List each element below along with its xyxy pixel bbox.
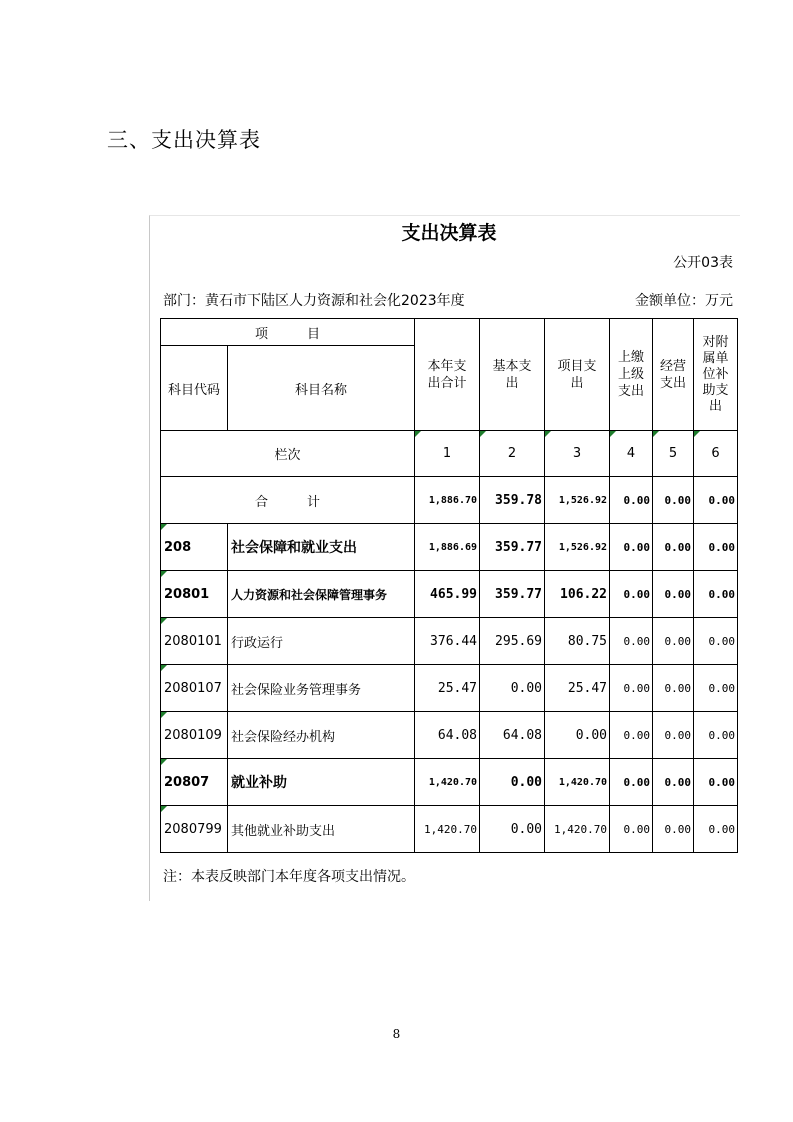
- row-value: 64.08: [480, 712, 545, 759]
- row-value: 295.69: [480, 618, 545, 665]
- row-value: 0.00: [653, 618, 694, 665]
- index-cell: 1: [415, 431, 480, 477]
- row-value: 359.77: [480, 524, 545, 571]
- row-value: 0.00: [694, 712, 738, 759]
- total-value: 0.00: [653, 477, 694, 524]
- row-value: 0.00: [653, 806, 694, 853]
- header-col4-text: 上缴上级支出: [618, 350, 645, 399]
- row-value: 0.00: [610, 524, 653, 571]
- header-col1: [415, 319, 480, 431]
- row-value: 0.00: [480, 759, 545, 806]
- table-row: [161, 524, 738, 571]
- index-cell: 3: [545, 431, 610, 477]
- row-value: 1,526.92: [545, 524, 610, 571]
- expenditure-table: [160, 318, 738, 853]
- section-heading: 三、支出决算表: [107, 128, 261, 152]
- row-value: 0.00: [653, 571, 694, 618]
- page-number: 8: [392, 1027, 401, 1041]
- index-cell: 6: [694, 431, 738, 477]
- row-name: 就业补助: [228, 759, 415, 806]
- row-value: 0.00: [694, 524, 738, 571]
- header-col6: [694, 319, 738, 431]
- total-value: 0.00: [694, 477, 738, 524]
- header-code: 科目代码: [161, 346, 228, 431]
- row-name: 社会保障和就业支出: [228, 524, 415, 571]
- total-row: [161, 477, 738, 524]
- index-cell: 2: [480, 431, 545, 477]
- table-row: [161, 712, 738, 759]
- header-col2: [480, 319, 545, 431]
- row-code: 2080109: [161, 712, 228, 759]
- row-value: 80.75: [545, 618, 610, 665]
- row-value: 0.00: [610, 759, 653, 806]
- row-value: 0.00: [610, 618, 653, 665]
- table-note: 注：本表反映部门本年度各项支出情况。: [163, 869, 415, 885]
- header-col6-text: 对附属单位补助支出: [702, 334, 729, 414]
- row-value: 0.00: [610, 665, 653, 712]
- header-col5-text: 经营支出: [660, 358, 687, 391]
- row-value: 1,420.70: [415, 759, 480, 806]
- total-value: 0.00: [610, 477, 653, 524]
- row-value: 359.77: [480, 571, 545, 618]
- table-row: [161, 759, 738, 806]
- row-name: 社会保险经办机构: [228, 712, 415, 759]
- row-value: 25.47: [545, 665, 610, 712]
- header-col3-text: 项目支出: [557, 358, 597, 391]
- row-value: 0.00: [610, 712, 653, 759]
- row-code: 2080799: [161, 806, 228, 853]
- row-value: 0.00: [694, 571, 738, 618]
- header-col2-text: 基本支出: [492, 358, 532, 391]
- row-name: 行政运行: [228, 618, 415, 665]
- header-col1-text: 本年支出合计: [427, 358, 467, 391]
- index-row: [161, 431, 738, 477]
- header-item: 项 目: [161, 319, 415, 346]
- row-value: 0.00: [480, 806, 545, 853]
- row-value: 0.00: [653, 524, 694, 571]
- row-value: 25.47: [415, 665, 480, 712]
- row-name: 人力资源和社会保障管理事务: [228, 571, 415, 618]
- row-code: 2080107: [161, 665, 228, 712]
- row-value: 0.00: [653, 759, 694, 806]
- row-value: 376.44: [415, 618, 480, 665]
- table-title: 支出决算表: [401, 222, 497, 244]
- table-row: [161, 806, 738, 853]
- form-number: 公开03表: [673, 255, 733, 271]
- table-row: [161, 571, 738, 618]
- row-value: 0.00: [653, 712, 694, 759]
- index-cell: 5: [653, 431, 694, 477]
- row-value: 0.00: [694, 665, 738, 712]
- row-value: 0.00: [694, 806, 738, 853]
- header-col3: [545, 319, 610, 431]
- row-value: 1,420.70: [415, 806, 480, 853]
- row-value: 0.00: [480, 665, 545, 712]
- row-name: 其他就业补助支出: [228, 806, 415, 853]
- row-value: 0.00: [610, 806, 653, 853]
- header-name: 科目名称: [228, 346, 415, 431]
- row-value: 1,420.70: [545, 759, 610, 806]
- table-row: [161, 618, 738, 665]
- header-col4: [610, 319, 653, 431]
- row-code: 2080101: [161, 618, 228, 665]
- row-value: 106.22: [545, 571, 610, 618]
- row-value: 1,886.69: [415, 524, 480, 571]
- row-index-label: 栏次: [161, 431, 415, 477]
- table-row: [161, 665, 738, 712]
- row-value: 64.08: [415, 712, 480, 759]
- total-value: 1,886.70: [415, 477, 480, 524]
- row-value: 465.99: [415, 571, 480, 618]
- index-cell: 4: [610, 431, 653, 477]
- row-value: 0.00: [653, 665, 694, 712]
- total-value: 359.78: [480, 477, 545, 524]
- row-value: 0.00: [610, 571, 653, 618]
- row-value: 0.00: [694, 618, 738, 665]
- unit-label: 金额单位：万元: [635, 293, 733, 309]
- row-value: 1,420.70: [545, 806, 610, 853]
- header-col5: [653, 319, 694, 431]
- row-code: 20801: [161, 571, 228, 618]
- total-label: 合 计: [161, 477, 415, 524]
- row-code: 208: [161, 524, 228, 571]
- row-code: 20807: [161, 759, 228, 806]
- header-row-1: [161, 319, 738, 346]
- department-label: 部门：黄石市下陆区人力资源和社会化2023年度: [163, 293, 465, 309]
- row-name: 社会保险业务管理事务: [228, 665, 415, 712]
- row-value: 0.00: [694, 759, 738, 806]
- total-value: 1,526.92: [545, 477, 610, 524]
- row-value: 0.00: [545, 712, 610, 759]
